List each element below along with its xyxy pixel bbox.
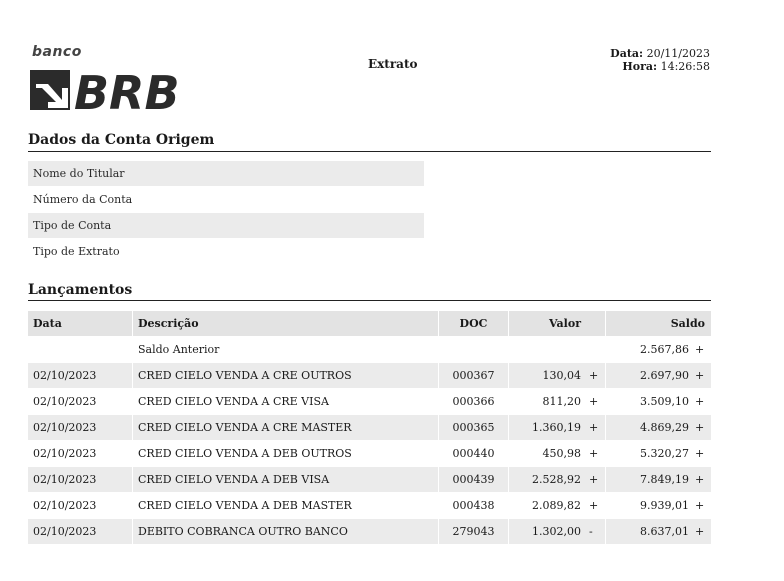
column-header-valor: Valor xyxy=(508,311,605,336)
cell-doc: 000366 xyxy=(438,389,508,414)
cell-valor: 1.360,19 xyxy=(508,415,589,440)
table-header-row xyxy=(28,311,711,336)
conta-field-tipo-extrato: Tipo de Extrato xyxy=(33,245,120,258)
brb-logo xyxy=(28,44,198,116)
section-divider-conta xyxy=(28,151,711,152)
cell-data xyxy=(28,337,132,362)
lancamentos-table xyxy=(28,310,711,545)
column-header-saldo: Saldo xyxy=(605,311,711,336)
column-header-doc: DOC xyxy=(438,311,508,336)
cell-saldo: 8.637,01 xyxy=(605,519,695,544)
section-divider-lancamentos xyxy=(28,300,711,301)
cell-valor: 1.302,00 xyxy=(508,519,589,544)
cell-descricao: CRED CIELO VENDA A DEB MASTER xyxy=(132,493,438,518)
cell-valor-sinal: + xyxy=(589,363,605,388)
cell-saldo: 5.320,27 xyxy=(605,441,695,466)
cell-valor-sinal: + xyxy=(589,499,599,512)
conta-field-numero: Número da Conta xyxy=(33,193,133,206)
cell-doc xyxy=(438,337,508,362)
cell-valor-sinal: + xyxy=(589,415,605,440)
date-label: Data: xyxy=(610,47,644,60)
cell-data: 02/10/2023 xyxy=(28,415,132,440)
date-value: 20/11/2023 xyxy=(646,47,710,60)
table-row xyxy=(28,337,711,362)
cell-valor: 811,20 xyxy=(508,389,589,414)
cell-saldo-sinal: + xyxy=(695,499,705,512)
section-title-conta: Dados da Conta Origem xyxy=(28,132,215,148)
time-label: Hora: xyxy=(622,60,658,73)
cell-data: 02/10/2023 xyxy=(33,447,97,460)
cell-valor: 2.528,92 xyxy=(508,467,589,492)
table-row xyxy=(28,519,711,544)
cell-valor: 450,98 xyxy=(508,441,589,466)
cell-data: 02/10/2023 xyxy=(33,499,97,512)
cell-saldo-sinal: + xyxy=(695,363,711,388)
cell-valor-sinal: + xyxy=(589,467,605,492)
cell-descricao: CRED CIELO VENDA A DEB OUTROS xyxy=(132,441,438,466)
cell-valor-sinal: - xyxy=(589,519,605,544)
cell-doc: 000365 xyxy=(438,415,508,440)
cell-valor: 2.089,82 xyxy=(508,493,589,518)
cell-data: 02/10/2023 xyxy=(28,467,132,492)
brb-logo-mark xyxy=(28,62,198,116)
cell-saldo-sinal: + xyxy=(695,519,711,544)
cell-doc: 279043 xyxy=(438,519,508,544)
column-header-data: Data xyxy=(28,311,132,336)
cell-saldo-sinal: + xyxy=(695,447,705,460)
cell-descricao: CRED CIELO VENDA A CRE MASTER xyxy=(132,415,438,440)
cell-saldo: 4.869,29 xyxy=(605,415,695,440)
cell-saldo: 7.849,19 xyxy=(605,467,695,492)
cell-saldo-sinal: + xyxy=(695,343,705,356)
cell-valor-sinal xyxy=(589,337,605,362)
cell-descricao: DEBITO COBRANCA OUTRO BANCO xyxy=(132,519,438,544)
date-line xyxy=(610,47,710,60)
cell-doc: 000438 xyxy=(438,493,508,518)
cell-doc: 000439 xyxy=(438,467,508,492)
table-row xyxy=(28,493,711,518)
cell-doc: 000440 xyxy=(438,441,508,466)
cell-saldo-sinal: + xyxy=(695,467,711,492)
cell-saldo: 2.697,90 xyxy=(605,363,695,388)
table-row xyxy=(28,363,711,388)
cell-valor xyxy=(508,337,589,362)
logo-brb-text: BRB xyxy=(74,66,180,116)
table-row xyxy=(28,415,711,440)
cell-data: 02/10/2023 xyxy=(28,519,132,544)
table-row xyxy=(28,389,711,414)
table-row xyxy=(28,467,711,492)
cell-descricao: CRED CIELO VENDA A DEB VISA xyxy=(132,467,438,492)
cell-doc: 000367 xyxy=(438,363,508,388)
time-line xyxy=(610,60,710,73)
conta-field-tipo-conta: Tipo de Conta xyxy=(28,213,424,238)
page-title: Extrato xyxy=(368,57,418,71)
section-title-lancamentos: Lançamentos xyxy=(28,282,133,298)
cell-data: 02/10/2023 xyxy=(28,363,132,388)
cell-descricao: Saldo Anterior xyxy=(132,337,438,362)
date-time-box xyxy=(610,47,710,73)
cell-data: 02/10/2023 xyxy=(33,395,97,408)
cell-saldo-sinal: + xyxy=(695,415,711,440)
cell-descricao: CRED CIELO VENDA A CRE VISA xyxy=(132,389,438,414)
cell-valor: 130,04 xyxy=(508,363,589,388)
cell-descricao: CRED CIELO VENDA A CRE OUTROS xyxy=(132,363,438,388)
cell-saldo-sinal: + xyxy=(695,395,705,408)
table-row xyxy=(28,441,711,466)
time-value: 14:26:58 xyxy=(660,60,710,73)
cell-saldo: 3.509,10 xyxy=(605,389,695,414)
conta-field-titular: Nome do Titular xyxy=(28,161,424,186)
cell-saldo: 9.939,01 xyxy=(605,493,695,518)
logo-banco-word: banco xyxy=(32,44,82,60)
cell-valor-sinal: + xyxy=(589,395,599,408)
column-header-descricao: Descrição xyxy=(132,311,438,336)
cell-valor-sinal: + xyxy=(589,447,599,460)
cell-saldo: 2.567,86 xyxy=(605,337,695,362)
